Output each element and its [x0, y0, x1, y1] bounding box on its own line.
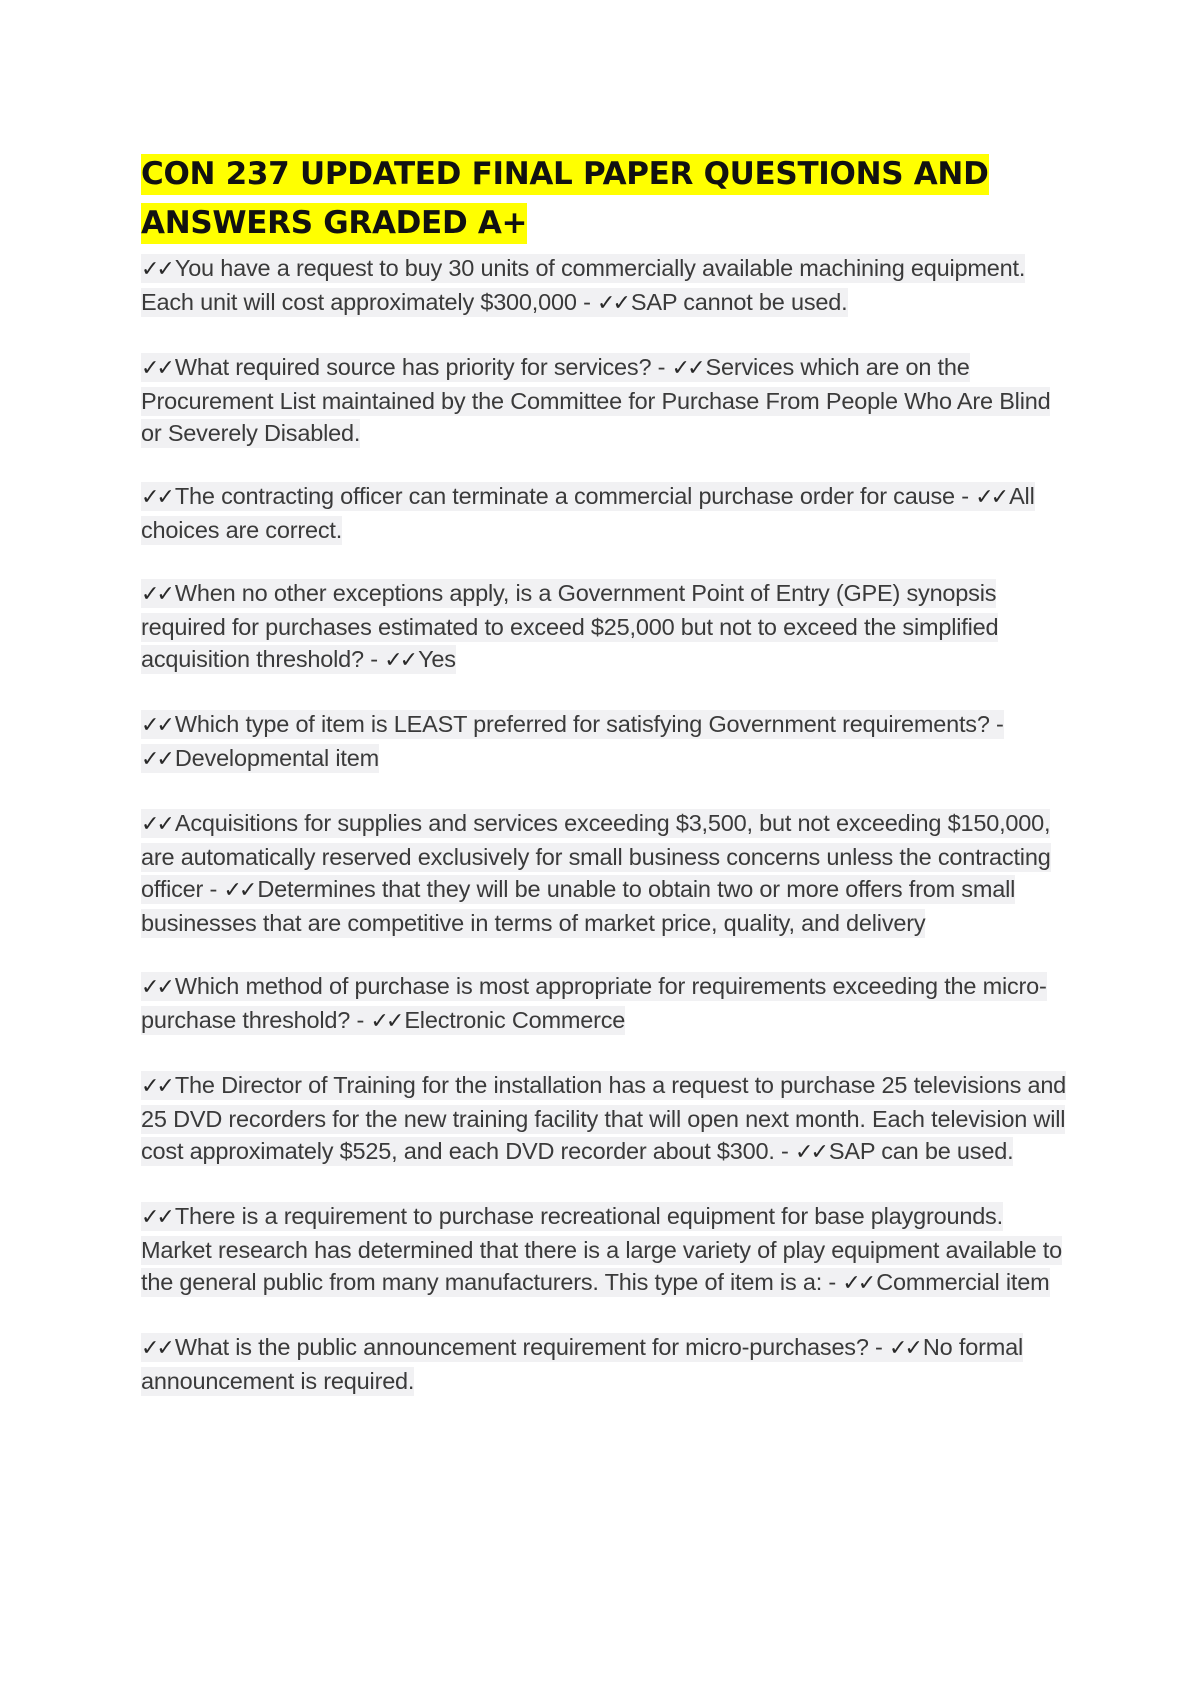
qa-text: [141, 353, 1050, 448]
answer-text: SAP can be used.: [828, 1138, 1014, 1164]
question-check-icon: ✓✓: [141, 356, 172, 381]
answer-text: Services which are on the Procurement List maintained by the Committee for Purchase From People Who Are Blind or Severely Disabled.: [141, 354, 1051, 446]
qa-text: [141, 1333, 1023, 1396]
qa-item: [141, 351, 1071, 449]
qa-text: [141, 482, 1035, 545]
qa-item: [141, 1331, 1071, 1397]
answer-text: Yes: [418, 646, 456, 672]
answer-text: SAP cannot be used.: [630, 289, 848, 315]
answer-text: Electronic Commerce: [404, 1007, 626, 1033]
question-check-icon: ✓✓: [141, 582, 172, 607]
qa-item: [141, 970, 1071, 1038]
qa-item: [141, 807, 1071, 939]
qa-list: [141, 252, 1071, 1397]
document-title: [141, 150, 1071, 248]
question-text: Acquisitions for supplies and services exceeding $3,500, but not exceeding $150,000, are automatically reserved exclusively for small business concerns unless the contracting officer -: [141, 810, 1051, 902]
answer-check-icon: ✓✓: [842, 1271, 874, 1296]
answer-check-icon: ✓✓: [597, 291, 628, 316]
qa-text: [141, 254, 1025, 317]
question-check-icon: ✓✓: [141, 485, 172, 510]
answer-check-icon: ✓✓: [671, 356, 703, 381]
qa-item: [141, 577, 1071, 677]
question-text: You have a request to buy 30 units of commercially available machining equipment. Each unit will cost approximately $300,000 -: [141, 255, 1026, 315]
question-check-icon: ✓✓: [141, 975, 172, 1000]
answer-text: Commercial item: [876, 1269, 1050, 1295]
question-check-icon: ✓✓: [141, 1205, 172, 1230]
question-text: There is a requirement to purchase recreational equipment for base playgrounds. Market research has determined that there is a large variety of play equipment available to the general public from many manufacturers. This type of item is a: -: [141, 1203, 1062, 1295]
qa-item: [141, 252, 1071, 320]
answer-text: No formal announcement is required.: [141, 1334, 1023, 1394]
qa-text: [141, 809, 1051, 938]
answer-check-icon: ✓✓: [141, 747, 172, 772]
question-text: Which type of item is LEAST preferred for satisfying Government requirements? -: [174, 711, 1004, 737]
qa-text: [141, 579, 998, 674]
question-check-icon: ✓✓: [141, 1074, 172, 1099]
answer-check-icon: ✓✓: [223, 878, 255, 903]
question-check-icon: ✓✓: [141, 1336, 172, 1361]
qa-text: [141, 1071, 1066, 1166]
answer-check-icon: ✓✓: [975, 485, 1007, 510]
answer-text: Determines that they will be unable to obtain two or more offers from small businesses that are competitive in terms of market price, quality, and delivery: [141, 876, 1016, 936]
question-check-icon: ✓✓: [141, 812, 172, 837]
document-body: [141, 150, 1071, 1428]
question-text: What is the public announcement requirement for micro-purchases? -: [174, 1334, 883, 1360]
answer-check-icon: ✓✓: [795, 1140, 826, 1165]
question-text: What required source has priority for services? -: [174, 354, 666, 380]
answer-check-icon: ✓✓: [384, 648, 416, 673]
question-text: Which method of purchase is most appropriate for requirements exceeding the micro-purchase threshold? -: [141, 973, 1047, 1033]
qa-item: [141, 708, 1071, 776]
qa-text: [141, 710, 1004, 773]
qa-item: [141, 1200, 1071, 1300]
qa-item: [141, 1069, 1071, 1169]
answer-text: Developmental item: [174, 745, 379, 771]
question-check-icon: ✓✓: [141, 713, 172, 738]
question-text: The Director of Training for the installation has a request to purchase 25 televisions and 25 DVD recorders for the new training facility that will open next month. Each television will cost approximately $525, and each DVD recorder about $300. -: [141, 1072, 1067, 1164]
qa-text: [141, 972, 1047, 1035]
answer-text: All choices are correct.: [141, 483, 1035, 543]
question-check-icon: ✓✓: [141, 257, 172, 282]
question-text: The contracting officer can terminate a commercial purchase order for cause -: [174, 483, 969, 509]
answer-check-icon: ✓✓: [889, 1336, 920, 1361]
qa-item: [141, 480, 1071, 546]
title-highlight: CON 237 UPDATED FINAL PAPER QUESTIONS AND ANSWERS GRADED A+: [141, 154, 989, 244]
answer-check-icon: ✓✓: [370, 1009, 402, 1034]
qa-text: [141, 1202, 1062, 1297]
question-text: When no other exceptions apply, is a Government Point of Entry (GPE) synopsis required for purchases estimated to exceed $25,000 but not to exceed the simplified acquisition threshold? -: [141, 580, 999, 672]
